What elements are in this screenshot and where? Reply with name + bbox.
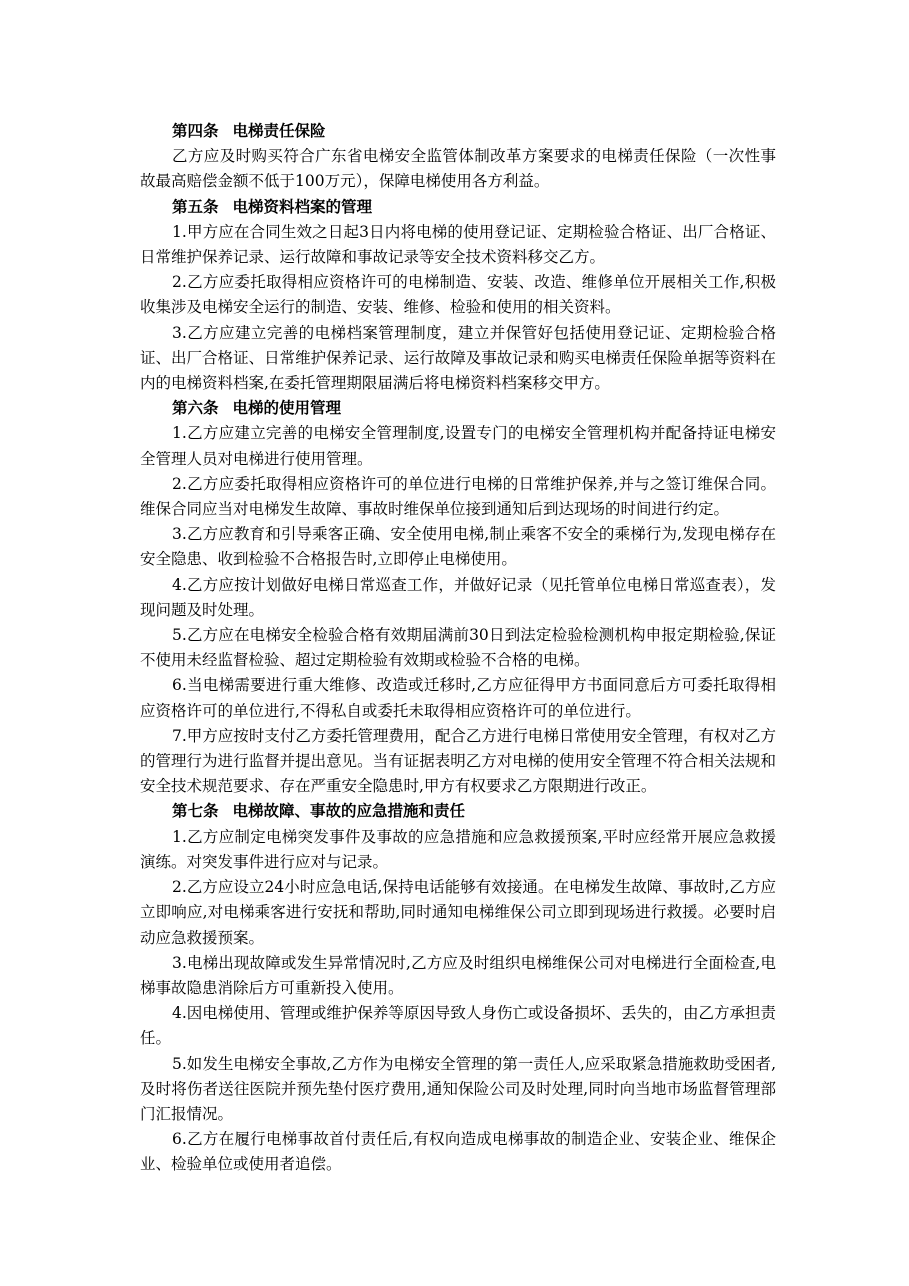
paragraph: 3.电梯出现故障或发生异常情况时,乙方应及时组织电梯维保公司对电梯进行全面检查,电梯事故隐患消除后方可重新投入使用。 bbox=[140, 953, 776, 997]
paragraph: 6.乙方在履行电梯事故首付责任后,有权向造成电梯事故的制造企业、安装企业、维保企业、检验单位或使用者追偿。 bbox=[140, 1130, 776, 1174]
paragraph: 2.乙方应设立24小时应急电话,保持电话能够有效接通。在电梯发生故障、事故时,乙方应立即响应,对电梯乘客进行安抚和帮助,同时通知电梯维保公司立即到现场进行救援。必要时启动应急救援预案。 bbox=[140, 878, 776, 947]
paragraph: 1.甲方应在合同生效之日起3日内将电梯的使用登记证、定期检验合格证、出厂合格证、日常维护保养记录、运行故障和事故记录等安全技术资料移交乙方。 bbox=[140, 222, 776, 267]
paragraph: 1.乙方应制定电梯突发事件及事故的应急措施和应急救援预案,平时应经常开展应急救援演练。对突发事件进行应对与记录。 bbox=[140, 827, 776, 871]
paragraph: 乙方应及时购买符合广东省电梯安全监管体制改革方案要求的电梯责任保险（一次性事故最高赔偿金额不低于100万元），保障电梯使用各方利益。 bbox=[140, 147, 776, 191]
section-5 bbox=[140, 195, 776, 397]
section-title: 电梯的使用管理 bbox=[232, 399, 342, 418]
section-7 bbox=[140, 799, 776, 1177]
paragraph: 2.乙方应委托取得相应资格许可的单位进行电梯的日常维护保养,并与之签订维保合同。维保合同应当对电梯发生故障、事故时维保单位接到通知后到达现场的时间进行约定。 bbox=[140, 474, 776, 519]
paragraph: 3.乙方应教育和引导乘客正确、安全使用电梯,制止乘客不安全的乘梯行为,发现电梯存在安全隐患、收到检验不合格报告时,立即停止电梯使用。 bbox=[140, 525, 776, 569]
section-6 bbox=[140, 396, 776, 799]
document-page bbox=[140, 119, 776, 1178]
section-heading bbox=[140, 195, 776, 220]
section-title: 电梯资料档案的管理 bbox=[232, 197, 373, 216]
paragraph: 4.乙方应按计划做好电梯日常巡查工作，并做好记录（见托管单位电梯日常巡查表），发现问题及时处理。 bbox=[140, 575, 776, 619]
section-heading bbox=[140, 396, 776, 421]
section-title: 电梯责任保险 bbox=[232, 122, 326, 140]
section-number: 第七条 bbox=[172, 802, 219, 821]
paragraph: 5.乙方应在电梯安全检验合格有效期届满前30日到法定检验检测机构申报定期检验,保证不使用未经监督检验、超过定期检验有效期或检验不合格的电梯。 bbox=[140, 626, 776, 670]
paragraph: 5.如发生电梯安全事故,乙方作为电梯安全管理的第一责任人,应采取紧急措施救助受困者,及时将伤者送往医院并预先垫付医疗费用,通知保险公司及时处理,同时向当地市场监督管理部门汇报情况。 bbox=[140, 1054, 776, 1123]
section-4 bbox=[140, 119, 776, 195]
section-heading bbox=[140, 799, 776, 824]
paragraph: 2.乙方应委托取得相应资格许可的电梯制造、安装、改造、维修单位开展相关工作,积极收集涉及电梯安全运行的制造、安装、维修、检验和使用的相关资料。 bbox=[140, 273, 776, 317]
section-number: 第五条 bbox=[172, 197, 219, 216]
section-number: 第六条 bbox=[172, 399, 219, 418]
paragraph: 4.因电梯使用、管理或维护保养等原因导致人身伤亡或设备损坏、丢失的，由乙方承担责任。 bbox=[140, 1004, 776, 1048]
paragraph: 6.当电梯需要进行重大维修、改造或迁移时,乙方应征得甲方书面同意后方可委托取得相应资格许可的单位进行,不得私自或委托未取得相应资格许可的单位进行。 bbox=[140, 676, 776, 720]
section-title: 电梯故障、事故的应急措施和责任 bbox=[232, 802, 466, 821]
section-heading bbox=[140, 119, 776, 144]
paragraph: 7.甲方应按时支付乙方委托管理费用，配合乙方进行电梯日常使用安全管理，有权对乙方的管理行为进行监督并提出意见。当有证据表明乙方对电梯的使用安全管理不符合相关法规和安全技术规范要求、存在严重安全隐患时,甲方有权要求乙方限期进行改正。 bbox=[140, 726, 776, 796]
paragraph: 1.乙方应建立完善的电梯安全管理制度,设置专门的电梯安全管理机构并配备持证电梯安全管理人员对电梯进行使用管理。 bbox=[140, 424, 776, 468]
paragraph: 3.乙方应建立完善的电梯档案管理制度，建立并保管好包括使用登记证、定期检验合格证、出厂合格证、日常维护保养记录、运行故障及事故记录和购买电梯责任保险单据等资料在内的电梯资料档案,在委托管理期限届满后将电梯资料档案移交甲方。 bbox=[140, 323, 776, 393]
section-number: 第四条 bbox=[172, 122, 219, 140]
